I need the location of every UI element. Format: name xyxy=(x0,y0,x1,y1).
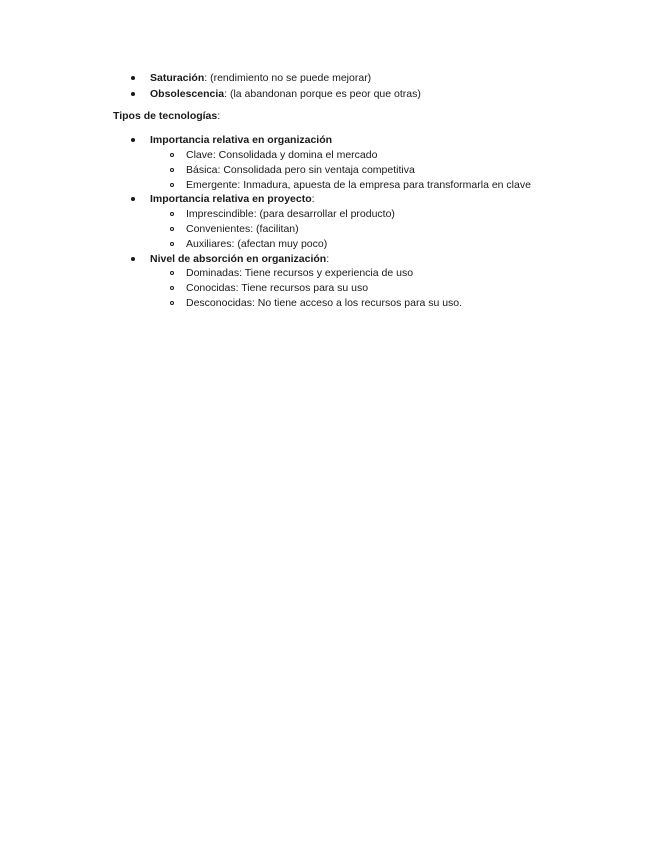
section-heading xyxy=(113,110,220,123)
sub-list-item: Desconocidas: No tiene acceso a los recursos para su uso. xyxy=(186,297,463,309)
bullet-icon xyxy=(131,257,135,261)
list-item-text: : (rendimiento no se puede mejorar) xyxy=(204,72,372,84)
list-item-obsolescencia xyxy=(150,88,421,101)
sub-list-item: Convenientes: (facilitan) xyxy=(186,223,299,235)
sub-bullet-icon xyxy=(170,271,174,275)
bullet-icon xyxy=(131,138,135,142)
sub-list-item: Emergente: Inmadura, apuesta de la empresa para transformarla en clave xyxy=(186,179,531,191)
sub-list-item: Imprescindible: (para desarrollar el producto) xyxy=(186,208,395,220)
sub-bullet-icon xyxy=(170,212,174,216)
bullet-icon xyxy=(131,197,135,201)
list-item-text: : (la abandonan porque es peor que otras) xyxy=(224,88,421,100)
bullet-icon xyxy=(131,92,135,96)
section-heading-colon: : xyxy=(217,110,221,122)
group-rest: : xyxy=(311,193,315,205)
bullet-icon xyxy=(131,76,135,80)
sub-list-item: Conocidas: Tiene recursos para su uso xyxy=(186,282,369,294)
group-heading-absorcion xyxy=(150,253,329,266)
list-item-term: Saturación xyxy=(150,72,205,84)
list-item-term: Obsolescencia xyxy=(150,88,225,100)
group-rest: : xyxy=(326,253,330,265)
sub-bullet-icon xyxy=(170,286,174,290)
sub-bullet-icon xyxy=(170,153,174,157)
group-heading-proyecto xyxy=(150,193,315,206)
group-heading-organizacion xyxy=(150,134,332,147)
sub-list-item: Dominadas: Tiene recursos y experiencia de uso xyxy=(186,267,414,279)
sub-bullet-icon xyxy=(170,301,174,305)
group-term: Importancia relativa en organización xyxy=(150,134,333,146)
sub-bullet-icon xyxy=(170,227,174,231)
sub-bullet-icon xyxy=(170,242,174,246)
group-term: Nivel de absorción en organización xyxy=(150,253,327,265)
list-item-saturacion xyxy=(150,72,371,85)
sub-bullet-icon xyxy=(170,168,174,172)
sub-list-item: Clave: Consolidada y domina el mercado xyxy=(186,149,378,161)
sub-bullet-icon xyxy=(170,183,174,187)
section-heading-text: Tipos de tecnologías xyxy=(113,110,218,122)
sub-list-item: Básica: Consolidada pero sin ventaja competitiva xyxy=(186,164,415,176)
group-term: Importancia relativa en proyecto xyxy=(150,193,312,205)
sub-list-item: Auxiliares: (afectan muy poco) xyxy=(186,238,328,250)
